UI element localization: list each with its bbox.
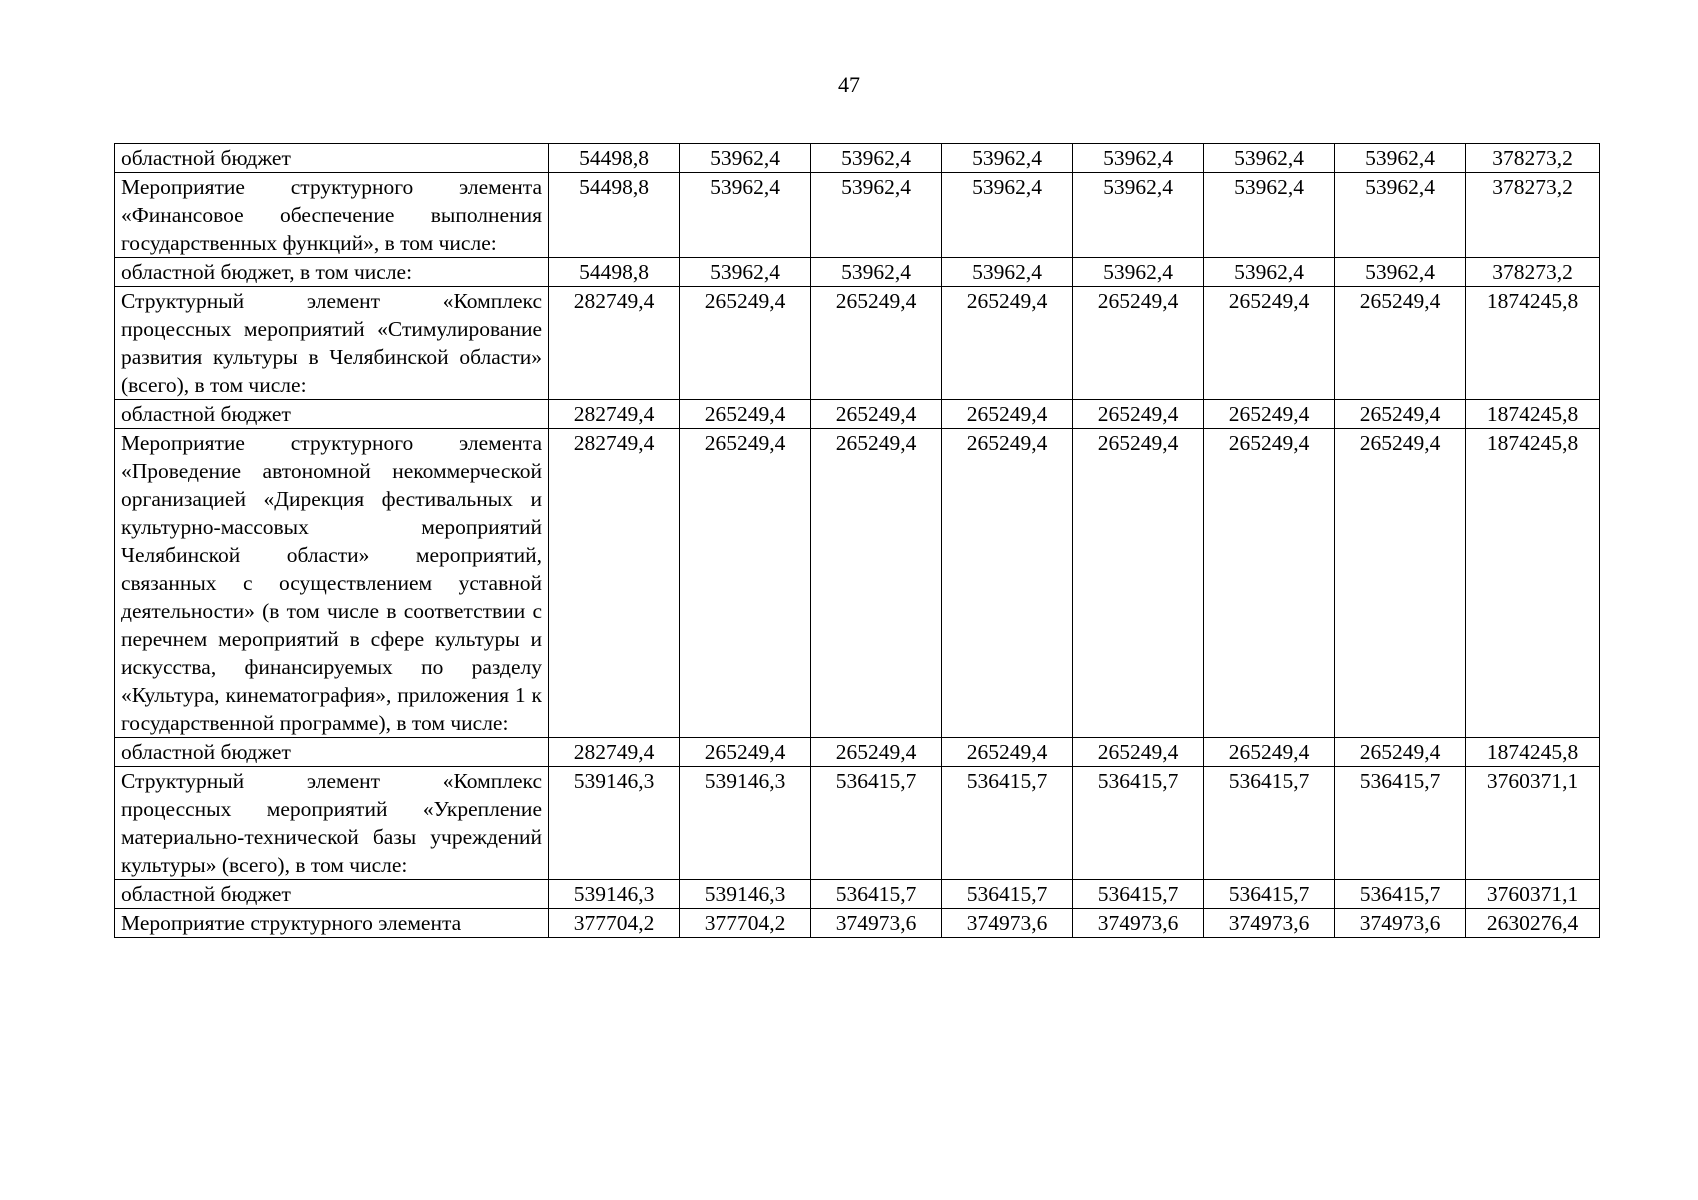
total-cell: 378273,2 xyxy=(1466,144,1600,173)
value-cell: 265249,4 xyxy=(942,738,1073,767)
value-cell: 265249,4 xyxy=(1073,429,1204,738)
total-cell: 1874245,8 xyxy=(1466,738,1600,767)
value-cell: 265249,4 xyxy=(1204,429,1335,738)
value-cell: 53962,4 xyxy=(1204,173,1335,258)
row-label: Мероприятие структурного элемента «Финансовое обеспечение выполнения государственных функций», в том числе: xyxy=(115,173,549,258)
value-cell: 53962,4 xyxy=(811,144,942,173)
total-cell: 378273,2 xyxy=(1466,173,1600,258)
total-cell: 3760371,1 xyxy=(1466,880,1600,909)
value-cell: 265249,4 xyxy=(1073,287,1204,400)
value-cell: 282749,4 xyxy=(549,429,680,738)
value-cell: 53962,4 xyxy=(680,173,811,258)
row-label: Структурный элемент «Комплекс процессных мероприятий «Укрепление материально-технической базы учреждений культуры» (всего), в том числе: xyxy=(115,767,549,880)
value-cell: 54498,8 xyxy=(549,173,680,258)
table-row xyxy=(115,173,1600,258)
value-cell: 54498,8 xyxy=(549,258,680,287)
value-cell: 265249,4 xyxy=(1073,400,1204,429)
value-cell: 536415,7 xyxy=(1204,880,1335,909)
row-label: областной бюджет xyxy=(115,144,549,173)
value-cell: 374973,6 xyxy=(1073,909,1204,938)
value-cell: 53962,4 xyxy=(942,258,1073,287)
budget-table xyxy=(114,143,1600,938)
value-cell: 53962,4 xyxy=(1204,258,1335,287)
value-cell: 265249,4 xyxy=(942,287,1073,400)
table-row xyxy=(115,144,1600,173)
value-cell: 53962,4 xyxy=(680,258,811,287)
value-cell: 53962,4 xyxy=(1335,144,1466,173)
value-cell: 265249,4 xyxy=(1204,738,1335,767)
table-row xyxy=(115,767,1600,880)
value-cell: 282749,4 xyxy=(549,400,680,429)
value-cell: 539146,3 xyxy=(549,767,680,880)
value-cell: 539146,3 xyxy=(680,880,811,909)
total-cell: 1874245,8 xyxy=(1466,400,1600,429)
value-cell: 53962,4 xyxy=(680,144,811,173)
value-cell: 53962,4 xyxy=(811,258,942,287)
table-row xyxy=(115,429,1600,738)
row-label: областной бюджет xyxy=(115,880,549,909)
value-cell: 265249,4 xyxy=(680,738,811,767)
page-number: 47 xyxy=(838,72,860,97)
value-cell: 53962,4 xyxy=(1335,258,1466,287)
value-cell: 536415,7 xyxy=(942,767,1073,880)
value-cell: 265249,4 xyxy=(680,400,811,429)
value-cell: 53962,4 xyxy=(1073,144,1204,173)
value-cell: 536415,7 xyxy=(1073,880,1204,909)
row-label: Мероприятие структурного элемента «Проведение автономной некоммерческой организацией «Дирекция фестивальных и культурно-массовых мероприятий Челябинской области» мероприятий, связанных с осуществлением уставной деятельности» (в том числе в соответствии с перечнем мероприятий в сфере культуры и искусства, финансируемых по разделу «Культура, кинематография», приложения 1 к государственной программе), в том числе: xyxy=(115,429,549,738)
value-cell: 536415,7 xyxy=(1073,767,1204,880)
value-cell: 536415,7 xyxy=(1335,767,1466,880)
table-row xyxy=(115,258,1600,287)
total-cell: 2630276,4 xyxy=(1466,909,1600,938)
value-cell: 265249,4 xyxy=(1204,287,1335,400)
value-cell: 265249,4 xyxy=(1335,287,1466,400)
table-row xyxy=(115,880,1600,909)
value-cell: 265249,4 xyxy=(1073,738,1204,767)
value-cell: 536415,7 xyxy=(811,767,942,880)
row-label: Структурный элемент «Комплекс процессных мероприятий «Стимулирование развития культуры в Челябинской области» (всего), в том числе: xyxy=(115,287,549,400)
value-cell: 53962,4 xyxy=(1335,173,1466,258)
value-cell: 536415,7 xyxy=(811,880,942,909)
value-cell: 282749,4 xyxy=(549,287,680,400)
value-cell: 539146,3 xyxy=(680,767,811,880)
value-cell: 53962,4 xyxy=(1073,258,1204,287)
value-cell: 265249,4 xyxy=(1335,400,1466,429)
total-cell: 3760371,1 xyxy=(1466,767,1600,880)
value-cell: 377704,2 xyxy=(680,909,811,938)
total-cell: 1874245,8 xyxy=(1466,429,1600,738)
value-cell: 53962,4 xyxy=(942,173,1073,258)
value-cell: 536415,7 xyxy=(942,880,1073,909)
value-cell: 265249,4 xyxy=(811,287,942,400)
value-cell: 374973,6 xyxy=(811,909,942,938)
value-cell: 53962,4 xyxy=(1073,173,1204,258)
value-cell: 282749,4 xyxy=(549,738,680,767)
value-cell: 265249,4 xyxy=(942,400,1073,429)
value-cell: 374973,6 xyxy=(1204,909,1335,938)
value-cell: 53962,4 xyxy=(942,144,1073,173)
value-cell: 265249,4 xyxy=(942,429,1073,738)
value-cell: 265249,4 xyxy=(1335,738,1466,767)
value-cell: 265249,4 xyxy=(680,429,811,738)
row-label: Мероприятие структурного элемента xyxy=(115,909,549,938)
value-cell: 374973,6 xyxy=(1335,909,1466,938)
value-cell: 265249,4 xyxy=(811,429,942,738)
row-label: областной бюджет, в том числе: xyxy=(115,258,549,287)
row-label: областной бюджет xyxy=(115,738,549,767)
table-row xyxy=(115,287,1600,400)
value-cell: 54498,8 xyxy=(549,144,680,173)
table-row xyxy=(115,738,1600,767)
table-row xyxy=(115,400,1600,429)
total-cell: 1874245,8 xyxy=(1466,287,1600,400)
value-cell: 265249,4 xyxy=(1204,400,1335,429)
value-cell: 265249,4 xyxy=(1335,429,1466,738)
value-cell: 265249,4 xyxy=(680,287,811,400)
value-cell: 539146,3 xyxy=(549,880,680,909)
value-cell: 53962,4 xyxy=(1204,144,1335,173)
value-cell: 374973,6 xyxy=(942,909,1073,938)
value-cell: 53962,4 xyxy=(811,173,942,258)
row-label: областной бюджет xyxy=(115,400,549,429)
value-cell: 536415,7 xyxy=(1204,767,1335,880)
table-body xyxy=(115,144,1600,938)
table-row xyxy=(115,909,1600,938)
value-cell: 265249,4 xyxy=(811,400,942,429)
total-cell: 378273,2 xyxy=(1466,258,1600,287)
value-cell: 377704,2 xyxy=(549,909,680,938)
value-cell: 536415,7 xyxy=(1335,880,1466,909)
value-cell: 265249,4 xyxy=(811,738,942,767)
